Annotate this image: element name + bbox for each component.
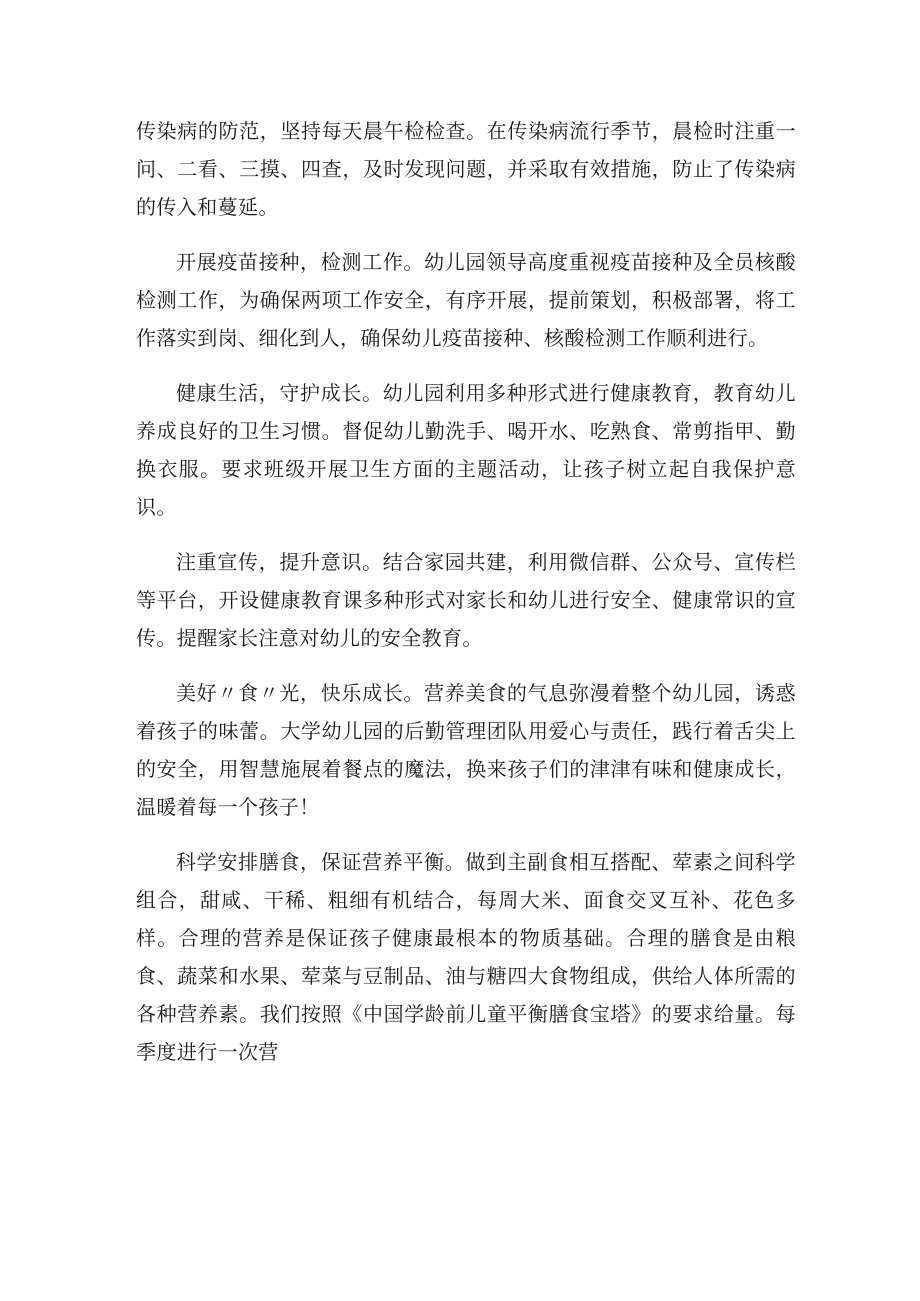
paragraph-food-time: 美好〃食〃光，快乐成长。营养美食的气息弥漫着整个幼儿园，诱惑着孩子的味蕾。大学幼儿园的后勤管理团队用爱心与责任，践行着舌尖上的安全，用智慧施展着餐点的魔法，换来孩子们的津津有味和健康成长，温暖着每一个孩子！ (136, 681, 796, 819)
paragraph-diet-arrangement: 科学安排膳食，保证营养平衡。做到主副食相互搭配、荤素之间科学组合，甜咸、干稀、粗细有机结合，每周大米、面食交叉互补、花色多样。合理的营养是保证孩子健康最根本的物质基础。合理的膳食是由粮食、蔬菜和水果、荤菜与豆制品、油与糖四大食物组成，供给人体所需的各种营养素。我们按照《中国学龄前儿童平衡膳食宝塔》的要求给量。每季度进行一次营 (136, 850, 796, 1064)
paragraph-publicity: 注重宣传，提升意识。结合家园共建，利用微信群、公众号、宣传栏等平台，开设健康教育课多种形式对家长和幼儿进行安全、健康常识的宣传。提醒家长注意对幼儿的安全教育。 (136, 550, 796, 650)
paragraph-healthy-living: 健康生活，守护成长。幼儿园利用多种形式进行健康教育，教育幼儿养成良好的卫生习惯。督促幼儿勤洗手、喝开水、吃熟食、常剪指甲、勤换衣服。要求班级开展卫生方面的主题活动，让孩子树立起自我保护意识。 (136, 381, 796, 519)
document-body (136, 112, 796, 1088)
paragraph-vaccination: 开展疫苗接种，检测工作。幼儿园领导高度重视疫苗接种及全员核酸检测工作，为确保两项工作安全，有序开展，提前策划，积极部署，将工作落实到岗、细化到人，确保幼儿疫苗接种、核酸检测工作顺利进行。 (136, 250, 796, 350)
paragraph-disease-prevention: 传染病的防范，坚持每天晨午检检查。在传染病流行季节，晨检时注重一问、二看、三摸、四查，及时发现问题，并采取有效措施，防止了传染病的传入和蔓延。 (136, 119, 796, 219)
